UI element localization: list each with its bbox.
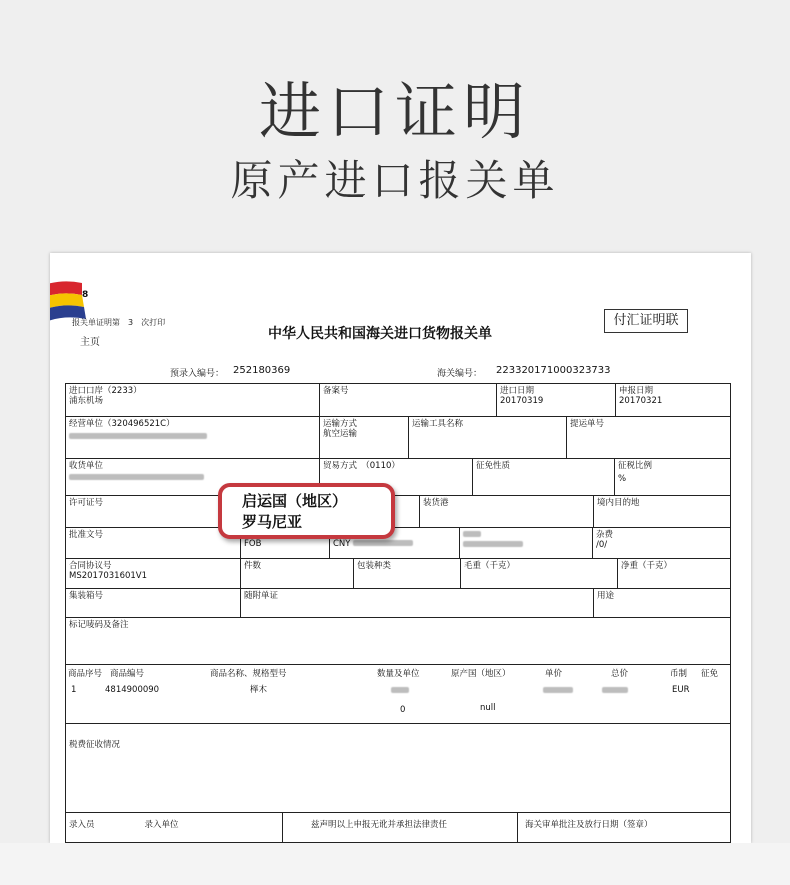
approval-date-label: 海关审单批注及放行日期（签章） bbox=[525, 820, 653, 830]
sundry-label: 杂费 bbox=[596, 530, 614, 540]
operator-cell bbox=[65, 416, 320, 459]
flag-digit: 8 bbox=[82, 290, 89, 300]
contract-value: MS2017031601V1 bbox=[69, 571, 148, 581]
marks-cell bbox=[65, 617, 731, 665]
customs-number-label: 海关编号： bbox=[437, 369, 483, 379]
redacted-text bbox=[69, 433, 207, 439]
attached-docs-label: 随附单证 bbox=[244, 591, 279, 601]
sundry-value: /0/ bbox=[596, 540, 608, 550]
destination-label: 境内目的地 bbox=[597, 498, 640, 508]
destination-cell bbox=[593, 495, 731, 528]
declare-date-cell bbox=[615, 383, 731, 417]
deal-value: FOB bbox=[244, 539, 262, 549]
gross-weight-cell bbox=[460, 558, 618, 589]
pieces-label: 件数 bbox=[244, 561, 262, 571]
declare-date-label: 申报日期 bbox=[619, 386, 654, 396]
goods-name: 榉木 bbox=[250, 685, 268, 695]
callout-label: 启运国（地区） bbox=[242, 492, 348, 510]
usage-cell bbox=[593, 588, 731, 618]
print-note: 报关单证明第 3 次打印 bbox=[72, 318, 166, 327]
tax-ratio-value: % bbox=[618, 474, 627, 484]
entry-unit-label: 录入单位 bbox=[144, 820, 179, 830]
bill-label: 提运单号 bbox=[570, 419, 605, 429]
approval-date-cell bbox=[517, 812, 731, 843]
operator-label: 经营单位（320496521C） bbox=[69, 419, 175, 429]
port-value: 浦东机场 bbox=[69, 396, 104, 406]
vehicle-label: 运输工具名称 bbox=[412, 419, 464, 429]
tax-ratio-cell bbox=[614, 458, 731, 496]
goods-qty-extra: 0 bbox=[400, 705, 406, 715]
transport-cell bbox=[319, 416, 409, 459]
redacted-text bbox=[543, 687, 573, 693]
license-label: 许可证号 bbox=[69, 498, 104, 508]
goods-header-price: 单价 bbox=[545, 669, 563, 679]
record-cell bbox=[319, 383, 497, 417]
tax-nature-cell bbox=[472, 458, 615, 496]
loading-port-label: 装货港 bbox=[423, 498, 449, 508]
bill-cell bbox=[566, 416, 731, 459]
tax-collection-cell bbox=[65, 723, 731, 813]
bottom-background bbox=[0, 843, 790, 885]
port-cell bbox=[65, 383, 320, 417]
packing-label: 包装种类 bbox=[357, 561, 392, 571]
approval-label: 批准文号 bbox=[69, 530, 104, 540]
currency-value: CNY bbox=[333, 539, 351, 549]
goods-header-seq: 商品序号 bbox=[68, 669, 103, 679]
redacted-text bbox=[391, 687, 409, 693]
redacted-text bbox=[69, 474, 204, 480]
insurance-cell bbox=[459, 527, 593, 559]
loading-port-cell bbox=[419, 495, 594, 528]
container-cell bbox=[65, 588, 241, 618]
goods-header-qty: 数量及单位 bbox=[377, 669, 420, 679]
declare-date-value: 20170321 bbox=[619, 396, 663, 406]
pieces-cell bbox=[240, 558, 354, 589]
transport-label: 运输方式 bbox=[323, 419, 358, 429]
declaration-form-grid bbox=[65, 383, 731, 843]
approval-cell bbox=[65, 527, 241, 559]
sundry-cell bbox=[592, 527, 731, 559]
import-date-label: 进口日期 bbox=[500, 386, 535, 396]
clerk-label: 录入员 bbox=[69, 820, 95, 830]
net-weight-label: 净重（千克） bbox=[621, 561, 673, 571]
tax-collection-label: 税费征收情况 bbox=[69, 740, 121, 750]
redacted-text bbox=[602, 687, 628, 693]
usage-label: 用途 bbox=[597, 591, 615, 601]
tax-nature-label: 征免性质 bbox=[476, 461, 511, 471]
callout-value: 罗马尼亚 bbox=[242, 513, 303, 531]
redacted-text bbox=[463, 541, 523, 547]
statement-cell bbox=[282, 812, 518, 843]
pre-entry-number: 252180369 bbox=[233, 365, 291, 376]
statement-label: 兹声明以上申报无讹并承担法律责任 bbox=[311, 820, 448, 830]
goods-currency: EUR bbox=[672, 685, 690, 695]
packing-cell bbox=[353, 558, 461, 589]
vehicle-cell bbox=[408, 416, 567, 459]
marks-label: 标记唛码及备注 bbox=[69, 620, 129, 630]
contract-label: 合同协议号 bbox=[69, 561, 112, 571]
goods-header-code: 商品编号 bbox=[110, 669, 145, 679]
goods-seq: 1 bbox=[71, 685, 77, 695]
gross-weight-label: 毛重（千克） bbox=[464, 561, 516, 571]
document-title: 中华人民共和国海关进口货物报关单 bbox=[268, 326, 492, 342]
stamp-label: 付汇证明联 bbox=[604, 309, 688, 333]
tax-ratio-label: 征税比例 bbox=[618, 461, 653, 471]
goods-origin-extra: null bbox=[480, 703, 496, 713]
pre-entry-label: 预录入编号： bbox=[170, 369, 225, 379]
origin-country-callout bbox=[218, 483, 395, 539]
goods-header-total: 总价 bbox=[611, 669, 629, 679]
customs-number: 223320171000323733 bbox=[496, 365, 611, 376]
goods-header-name: 商品名称、规格型号 bbox=[210, 669, 287, 679]
goods-header-origin: 原产国（地区） bbox=[451, 669, 511, 679]
clerk-cell bbox=[65, 812, 283, 843]
import-date-cell bbox=[496, 383, 616, 417]
goods-header-exemption: 征免 bbox=[701, 669, 719, 679]
attached-docs-cell bbox=[240, 588, 594, 618]
transport-value: 航空运输 bbox=[323, 429, 358, 439]
redacted-text bbox=[353, 540, 413, 546]
consignee-label: 收货单位 bbox=[69, 461, 104, 471]
page-subtitle: 原产进口报关单 bbox=[230, 156, 560, 205]
net-weight-cell bbox=[617, 558, 731, 589]
container-label: 集装箱号 bbox=[69, 591, 104, 601]
record-label: 备案号 bbox=[323, 386, 349, 396]
trade-label: 贸易方式 （0110） bbox=[323, 461, 400, 471]
page-header bbox=[0, 0, 790, 250]
goods-header-currency: 币制 bbox=[670, 669, 688, 679]
goods-code: 4814900090 bbox=[105, 685, 160, 695]
page-title: 进口证明 bbox=[258, 75, 531, 148]
home-label: 主页 bbox=[80, 337, 100, 348]
customs-declaration-document bbox=[50, 253, 751, 843]
import-date-value: 20170319 bbox=[500, 396, 544, 406]
port-label: 进口口岸（2233） bbox=[69, 386, 142, 396]
contract-cell bbox=[65, 558, 241, 589]
redacted-text bbox=[463, 531, 481, 537]
